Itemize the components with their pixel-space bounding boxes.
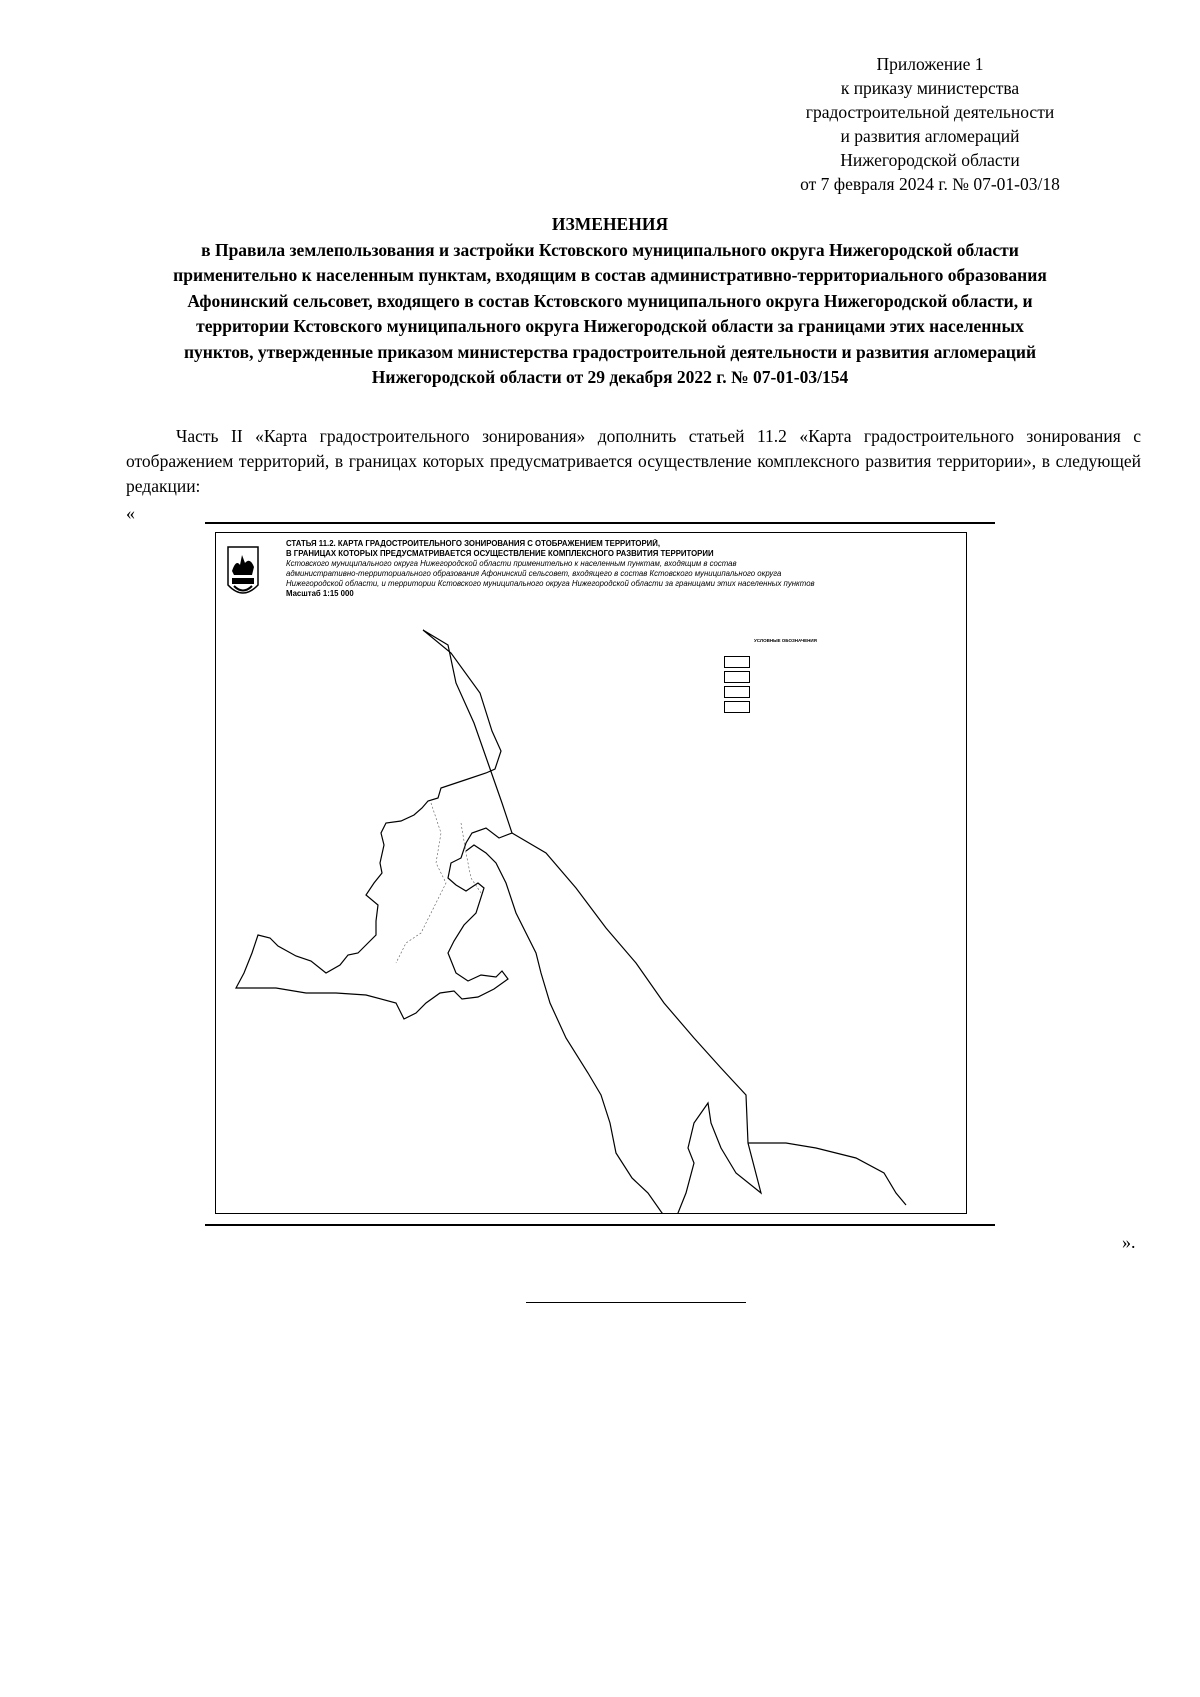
- quote-close: ».: [1122, 1232, 1136, 1252]
- map-title-line: административно-территориального образования Афонинский сельсовет, входящего в состав Кстовского муниципального округа: [286, 569, 782, 578]
- zoning-map-figure: [205, 522, 995, 1225]
- territory-boundary: [236, 630, 512, 1019]
- territory-boundary-map: [216, 533, 966, 1213]
- appendix-line: и развития агломераций: [840, 126, 1020, 146]
- settlement-boundary: [396, 803, 446, 963]
- document-heading: [110, 212, 1110, 391]
- map-title-line: Кстовского муниципального округа Нижегородской области применительно к населенным пунктам, входящим в состав: [286, 559, 737, 568]
- legend-title: УСЛОВНЫЕ ОБОЗНАЧЕНИЯ: [754, 638, 817, 643]
- heading-line: Нижегородской области от 29 декабря 2022 г. № 07-01-03/154: [371, 367, 849, 387]
- heading-line: пунктов, утвержденные приказом министерства градостроительной деятельности и развития агломераций: [183, 341, 1037, 362]
- appendix-line: градостроительной деятельности: [805, 102, 1055, 122]
- map-title-line: СТАТЬЯ 11.2. КАРТА ГРАДОСТРОИТЕЛЬНОГО ЗОНИРОВАНИЯ С ОТОБРАЖЕНИЕМ ТЕРРИТОРИЙ,: [286, 539, 661, 548]
- heading-line: в Правила землепользования и застройки Кстовского муниципального округа Нижегородской области: [201, 239, 1019, 260]
- appendix-line: от 7 февраля 2024 г. № 07-01-03/18: [800, 174, 1060, 194]
- map-scale: Масштаб 1:15 000: [286, 589, 354, 598]
- heading-line: применительно к населенным пунктам, входящим в состав административно-территориального образования: [173, 265, 1047, 285]
- end-separator-line: [526, 1302, 746, 1303]
- appendix-line: Приложение 1: [876, 54, 984, 74]
- appendix-block: [700, 52, 1160, 196]
- appendix-line: Нижегородской области: [840, 150, 1020, 170]
- heading-line: территории Кстовского муниципального округа Нижегородской области за границами этих населенных: [196, 316, 1024, 336]
- heading-line: Афонинский сельсовет, входящего в состав Кстовского муниципального округа Нижегородской области, и: [187, 290, 1033, 311]
- document-title: ИЗМЕНЕНИЯ: [551, 214, 669, 234]
- map-sheet: [215, 532, 967, 1214]
- territory-boundary: [466, 833, 761, 1213]
- map-top-rule: [205, 522, 995, 524]
- map-title-line: В ГРАНИЦАХ КОТОРЫХ ПРЕДУСМАТРИВАЕТСЯ ОСУЩЕСТВЛЕНИЕ КОМПЛЕКСНОГО РАЗВИТИЯ ТЕРРИТОРИИ: [286, 549, 714, 558]
- body-paragraph: Часть II «Карта градостроительного зонирования» дополнить статьей 11.2 «Карта градостроительного зонирования с отображением территорий, в границах которых предусматривается осуществление комплексного развития территории», в следующей редакции:: [126, 426, 1141, 496]
- territory-boundary: [748, 1143, 906, 1205]
- map-bottom-rule: [205, 1224, 995, 1226]
- quote-open: «: [126, 503, 135, 523]
- map-title-line: Нижегородской области, и территории Кстовского муниципального округа Нижегородской области за границами этих населенных пунктов: [286, 579, 815, 588]
- appendix-line: к приказу министерства: [840, 78, 1020, 98]
